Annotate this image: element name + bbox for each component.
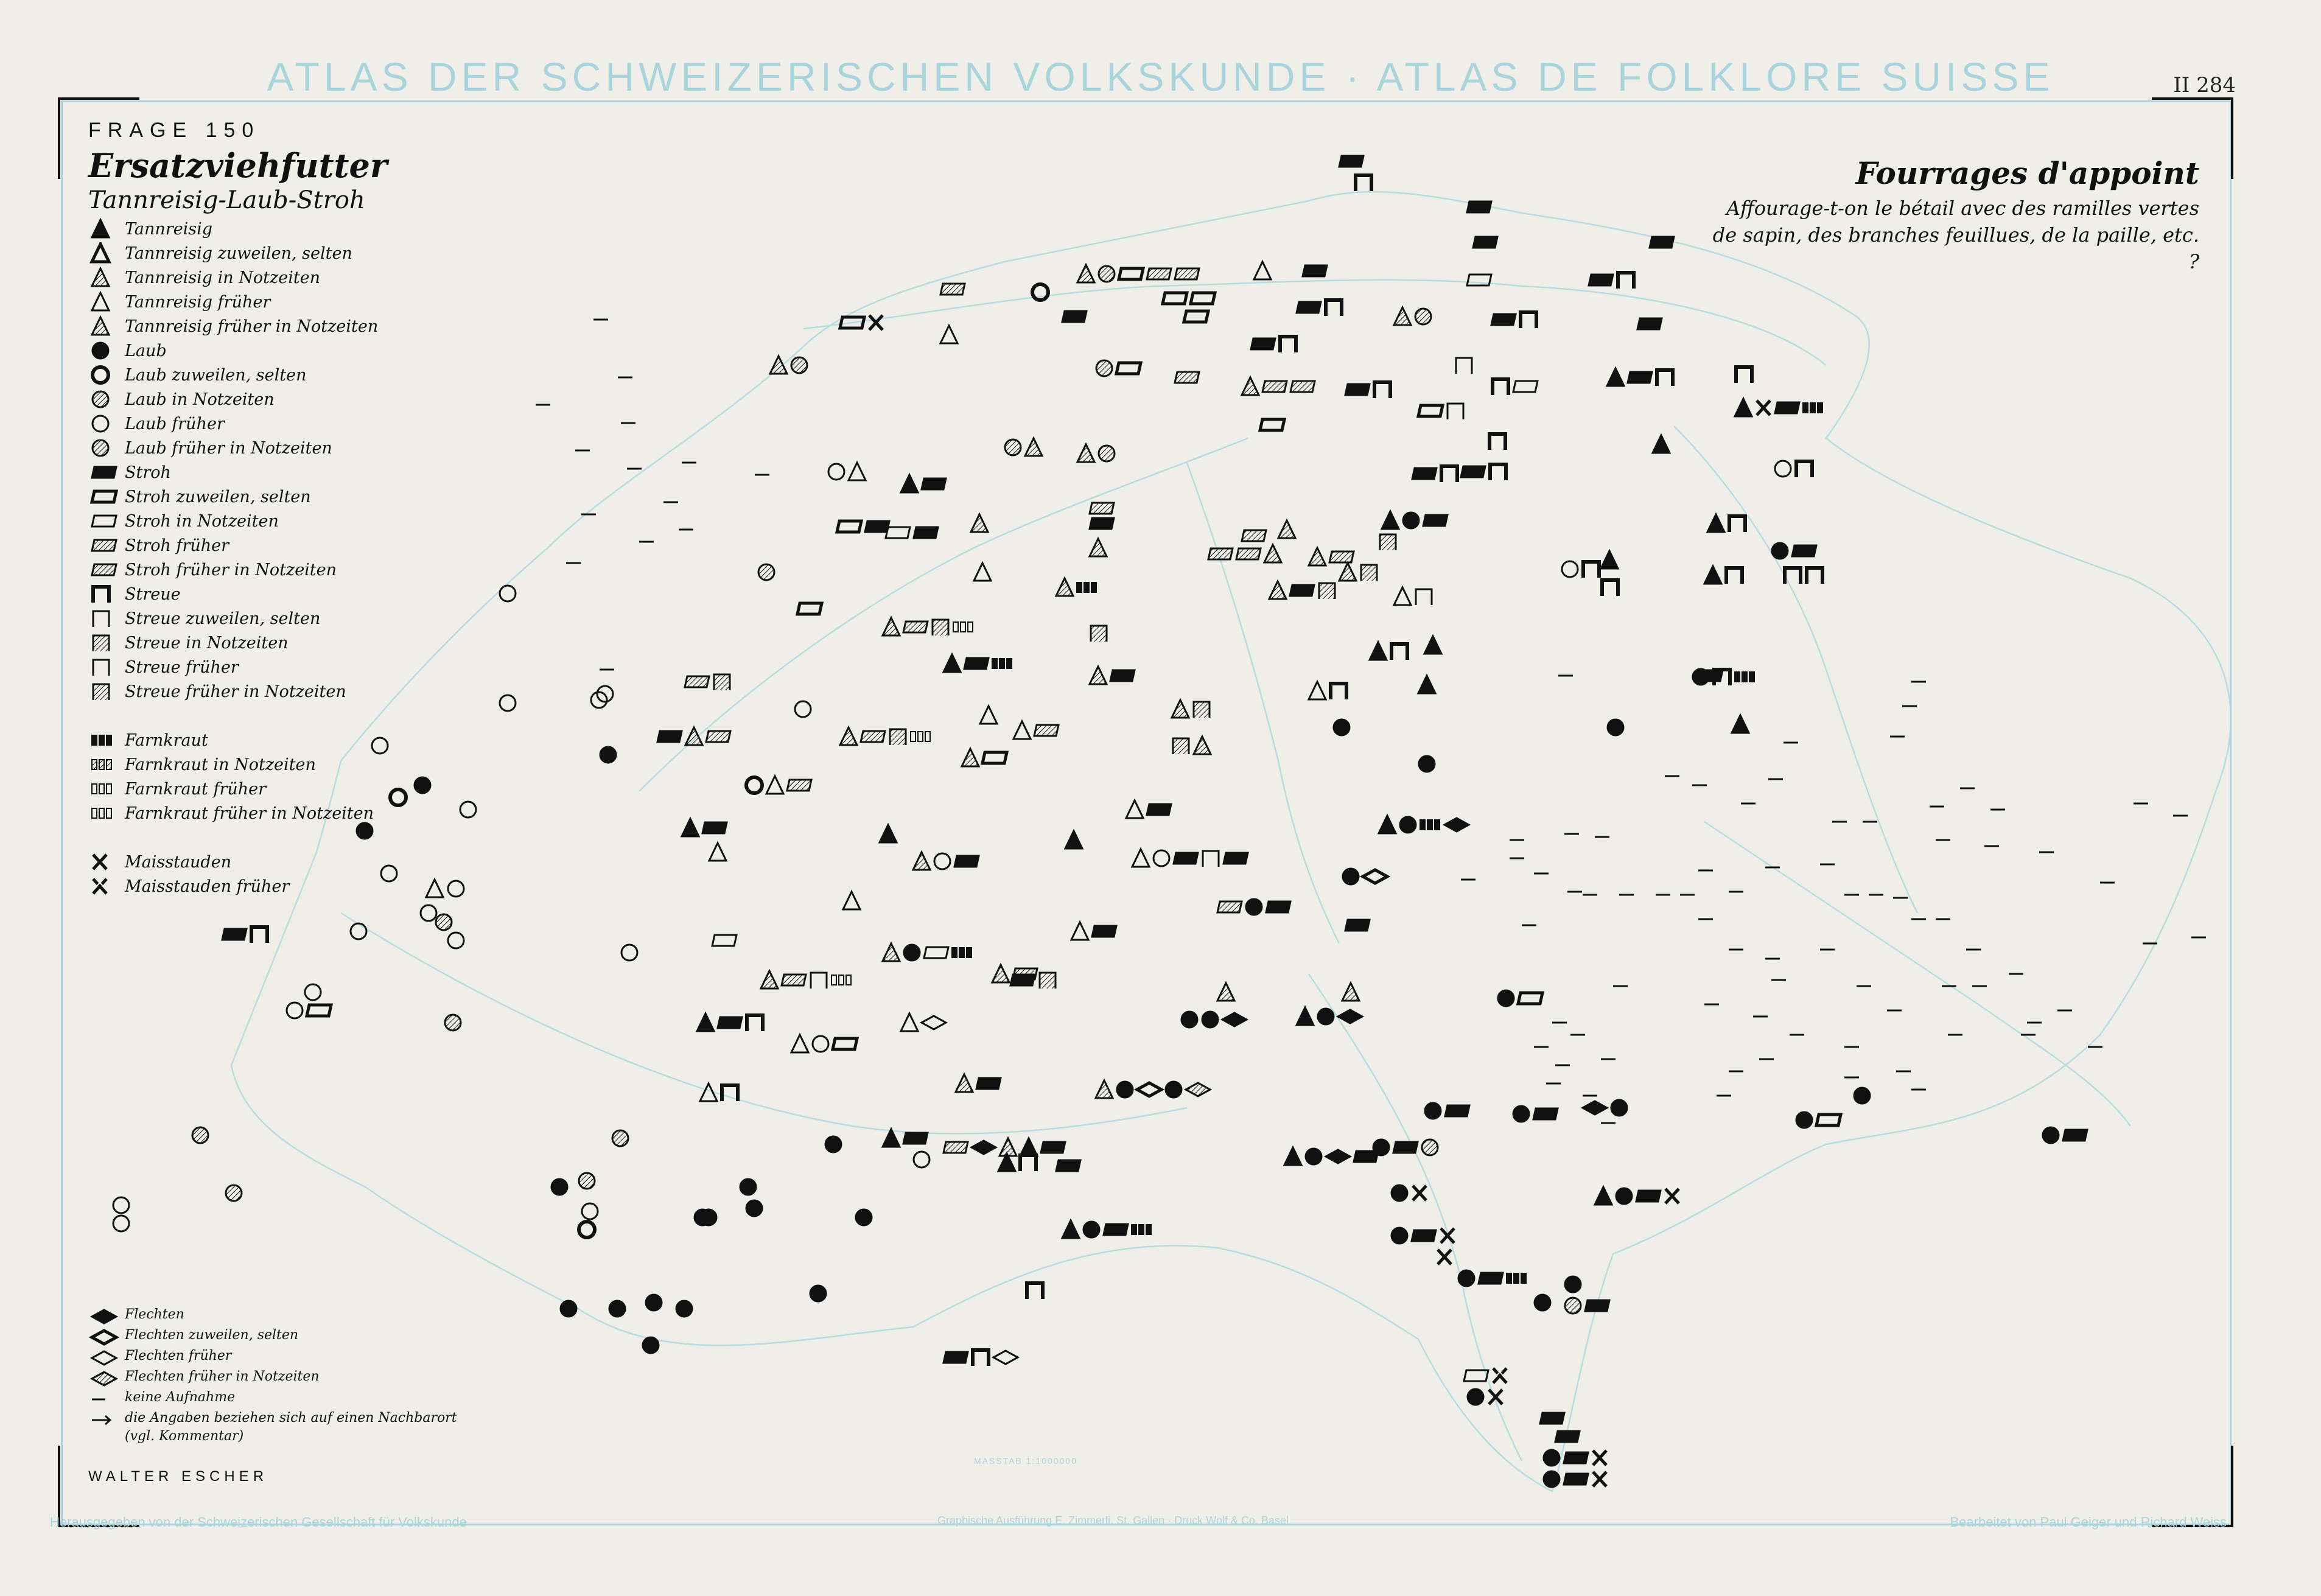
title-french: Fourrages d'appoint xyxy=(1855,155,2199,191)
plate-number: II 284 xyxy=(2173,73,2236,97)
legend-label: Stroh früher in Notzeiten xyxy=(125,561,337,579)
legend-item-stroh-selten xyxy=(88,486,417,510)
legend-label: Stroh xyxy=(125,463,171,482)
symbol-streue-selten xyxy=(93,611,109,627)
legend-label: Flechten xyxy=(125,1307,184,1322)
farnkraut-notzeiten-icon xyxy=(88,754,125,775)
legend-item-flechten-frueher xyxy=(88,1347,514,1368)
legend-label: Farnkraut in Notzeiten xyxy=(125,755,316,774)
streue-icon xyxy=(88,583,125,605)
legend-item-streue-selten xyxy=(88,607,417,632)
stroh-frueher-notzeiten-icon xyxy=(88,559,125,581)
symbol-tannreisig-notzeiten xyxy=(92,268,109,286)
legend-label: Flechten früher xyxy=(125,1348,232,1363)
legend-item-stroh-notzeiten xyxy=(88,510,417,534)
legend-item-tannreisig xyxy=(88,218,417,242)
footer-publisher: Herausgegeben von der Schweizerischen Gesellschaft für Volkskunde xyxy=(50,1514,467,1530)
flechten-frueher-notzeiten-icon xyxy=(88,1368,125,1390)
legend-label: Maisstauden xyxy=(125,853,232,872)
legend-item-streue-notzeiten xyxy=(88,632,417,656)
symbol-flechten xyxy=(92,1310,116,1323)
tannreisig-frueher-icon xyxy=(88,291,125,313)
legend-label: Laub früher in Notzeiten xyxy=(125,439,332,458)
legend-label: Stroh zuweilen, selten xyxy=(125,488,311,506)
legend-label: Tannreisig zuweilen, selten xyxy=(125,244,352,263)
farnkraut-frueher-icon xyxy=(88,778,125,800)
legend-label: Maisstauden früher xyxy=(125,877,290,896)
symbol-streue xyxy=(93,587,109,603)
legend-item-stroh-frueher-notzeiten xyxy=(88,559,417,583)
symbol-flechten-selten xyxy=(92,1331,116,1344)
symbol-farnkraut-frueher-notzeiten xyxy=(92,808,111,818)
legend-item-tannreisig-notzeiten xyxy=(88,267,417,291)
legend-item-tannreisig-selten xyxy=(88,242,417,267)
stroh-frueher-icon xyxy=(88,534,125,556)
legend-label: Stroh früher xyxy=(125,536,229,555)
tannreisig-selten-icon xyxy=(88,242,125,264)
legend-label: Streue in Notzeiten xyxy=(125,634,289,653)
legend-item-stroh-frueher xyxy=(88,534,417,559)
legend xyxy=(88,218,417,924)
streue-notzeiten-icon xyxy=(88,632,125,654)
legend-item-farnkraut-frueher-notzeiten xyxy=(88,802,417,851)
flechten-selten-icon xyxy=(88,1326,125,1348)
symbol-flechten-frueher-notzeiten xyxy=(92,1372,116,1385)
legend-item-maisstauden-frueher xyxy=(88,875,417,924)
legend-label: Farnkraut früher in Notzeiten xyxy=(125,804,374,823)
legend-label: Tannreisig in Notzeiten xyxy=(125,268,321,287)
legend-label: Stroh in Notzeiten xyxy=(125,512,279,531)
symbol-stroh xyxy=(92,467,116,478)
symbol-stroh-notzeiten xyxy=(92,516,116,527)
legend-label: Tannreisig früher xyxy=(125,293,271,312)
farnkraut-frueher-notzeiten-icon xyxy=(88,802,125,824)
question-number: FRAGE 150 xyxy=(88,119,261,142)
legend-item-tannreisig-frueher-notzeiten xyxy=(88,315,417,340)
legend-label: Streue zuweilen, selten xyxy=(125,609,321,628)
legend-item-farnkraut-frueher xyxy=(88,778,417,802)
streue-frueher-icon xyxy=(88,656,125,678)
tannreisig-icon xyxy=(88,218,125,240)
laub-selten-icon xyxy=(88,364,125,386)
legend-label: Flechten früher in Notzeiten xyxy=(125,1369,320,1384)
streue-selten-icon xyxy=(88,607,125,629)
symbol-mais-frueher xyxy=(93,879,107,894)
legend-label: Laub xyxy=(125,341,167,360)
legend-item-stroh xyxy=(88,461,417,486)
legend-label: keine Aufnahme xyxy=(125,1390,236,1405)
flechten-icon xyxy=(88,1306,125,1328)
legend-label: Farnkraut xyxy=(125,731,208,750)
legend-item-tannreisig-frueher xyxy=(88,291,417,315)
pfeil-icon xyxy=(88,1409,125,1431)
legend-item-keine xyxy=(88,1388,514,1409)
keine-icon xyxy=(88,1388,125,1410)
legend-item-laub-selten xyxy=(88,364,417,388)
legend-item-pfeil xyxy=(88,1409,514,1447)
tannreisig-notzeiten-icon xyxy=(88,267,125,289)
legend-item-flechten-frueher-notzeiten xyxy=(88,1368,514,1388)
symbol-tannreisig-frueher-notzeiten xyxy=(92,317,109,335)
symbol-mais xyxy=(93,855,107,869)
symbol-pfeil xyxy=(92,1416,110,1424)
legend-label: Laub früher xyxy=(125,415,225,433)
tannreisig-frueher-notzeiten-icon xyxy=(88,315,125,337)
legend-lower xyxy=(88,1306,514,1447)
question-french: Affourage-t-on le bétail avec des ramilles vertes de sapin, des branches feuillues, de la paille, etc. ? xyxy=(1712,197,2199,273)
legend-label: Streue früher in Notzeiten xyxy=(125,682,346,701)
maisstauden-icon xyxy=(88,851,125,873)
symbol-farnkraut-notzeiten xyxy=(92,760,111,769)
legend-item-streue-frueher xyxy=(88,656,417,681)
legend-label: Laub in Notzeiten xyxy=(125,390,275,409)
legend-item-laub-frueher-notzeiten xyxy=(88,437,417,461)
symbol-laub-selten xyxy=(93,367,108,383)
atlas-title: ATLAS DER SCHWEIZERISCHEN VOLKSKUNDE · ATLAS DE FOLKLORE SUISSE xyxy=(267,54,2054,99)
legend-item-laub xyxy=(88,340,417,364)
footer-printer: Graphische Ausführung E. Zimmerli, St. Gallen · Druck Wolf & Co. Basel xyxy=(937,1514,1289,1527)
laub-frueher-icon xyxy=(88,413,125,435)
legend-label: Tannreisig früher in Notzeiten xyxy=(125,317,379,336)
map-scale: MASSTAB 1:1000000 xyxy=(974,1456,1077,1466)
legend-item-maisstauden xyxy=(88,851,417,875)
legend-label: Farnkraut früher xyxy=(125,780,267,799)
symbol-laub-frueher xyxy=(93,416,108,432)
legend-item-laub-notzeiten xyxy=(88,388,417,413)
symbol-laub-notzeiten xyxy=(93,391,108,407)
legend-label: die Angaben beziehen sich auf einen Nachbarort (vgl. Kommentar) xyxy=(125,1410,457,1444)
symbol-stroh-frueher xyxy=(92,540,116,551)
legend-item-streue xyxy=(88,583,417,607)
symbol-tannreisig-frueher xyxy=(92,293,109,310)
legend-item-farnkraut xyxy=(88,729,417,754)
legend-item-farnkraut-notzeiten xyxy=(88,754,417,778)
legend-label: Tannreisig xyxy=(125,220,213,239)
footer-editors: Bearbeitet von Paul Geiger und Richard Weiss xyxy=(1950,1514,2227,1530)
laub-notzeiten-icon xyxy=(88,388,125,410)
legend-label: Streue xyxy=(125,585,181,604)
symbol-streue-frueher-notzeiten xyxy=(93,684,109,700)
streue-frueher-notzeiten-icon xyxy=(88,681,125,702)
symbol-stroh-frueher-notzeiten xyxy=(92,564,116,575)
laub-icon xyxy=(88,340,125,362)
legend-item-flechten xyxy=(88,1306,514,1326)
symbol-laub-frueher-notzeiten xyxy=(93,440,108,456)
legend-label: Laub zuweilen, selten xyxy=(125,366,307,385)
symbol-laub xyxy=(93,343,108,359)
symbol-streue-notzeiten xyxy=(93,635,109,651)
legend-label: Streue früher xyxy=(125,658,239,677)
title-german: Ersatzviehfutter xyxy=(88,146,388,185)
flechten-frueher-icon xyxy=(88,1347,125,1369)
maisstauden-frueher-icon xyxy=(88,875,125,897)
symbol-farnkraut xyxy=(92,735,111,745)
stroh-notzeiten-icon xyxy=(88,510,125,532)
stroh-selten-icon xyxy=(88,486,125,508)
author: WALTER ESCHER xyxy=(88,1468,268,1485)
symbol-tannreisig xyxy=(92,220,109,237)
laub-frueher-notzeiten-icon xyxy=(88,437,125,459)
symbol-streue-frueher xyxy=(93,660,109,676)
legend-item-flechten-selten xyxy=(88,1326,514,1347)
stroh-icon xyxy=(88,461,125,483)
legend-label: Flechten zuweilen, selten xyxy=(125,1328,299,1343)
symbol-stroh-selten xyxy=(92,491,116,502)
subtitle-german: Tannreisig-Laub-Stroh xyxy=(88,186,365,214)
farnkraut-icon xyxy=(88,729,125,751)
legend-item-streue-frueher-notzeiten xyxy=(88,681,417,729)
symbol-flechten-frueher xyxy=(92,1351,116,1365)
symbol-farnkraut-frueher xyxy=(92,784,111,794)
symbol-tannreisig-selten xyxy=(92,244,109,262)
legend-item-laub-frueher xyxy=(88,413,417,437)
